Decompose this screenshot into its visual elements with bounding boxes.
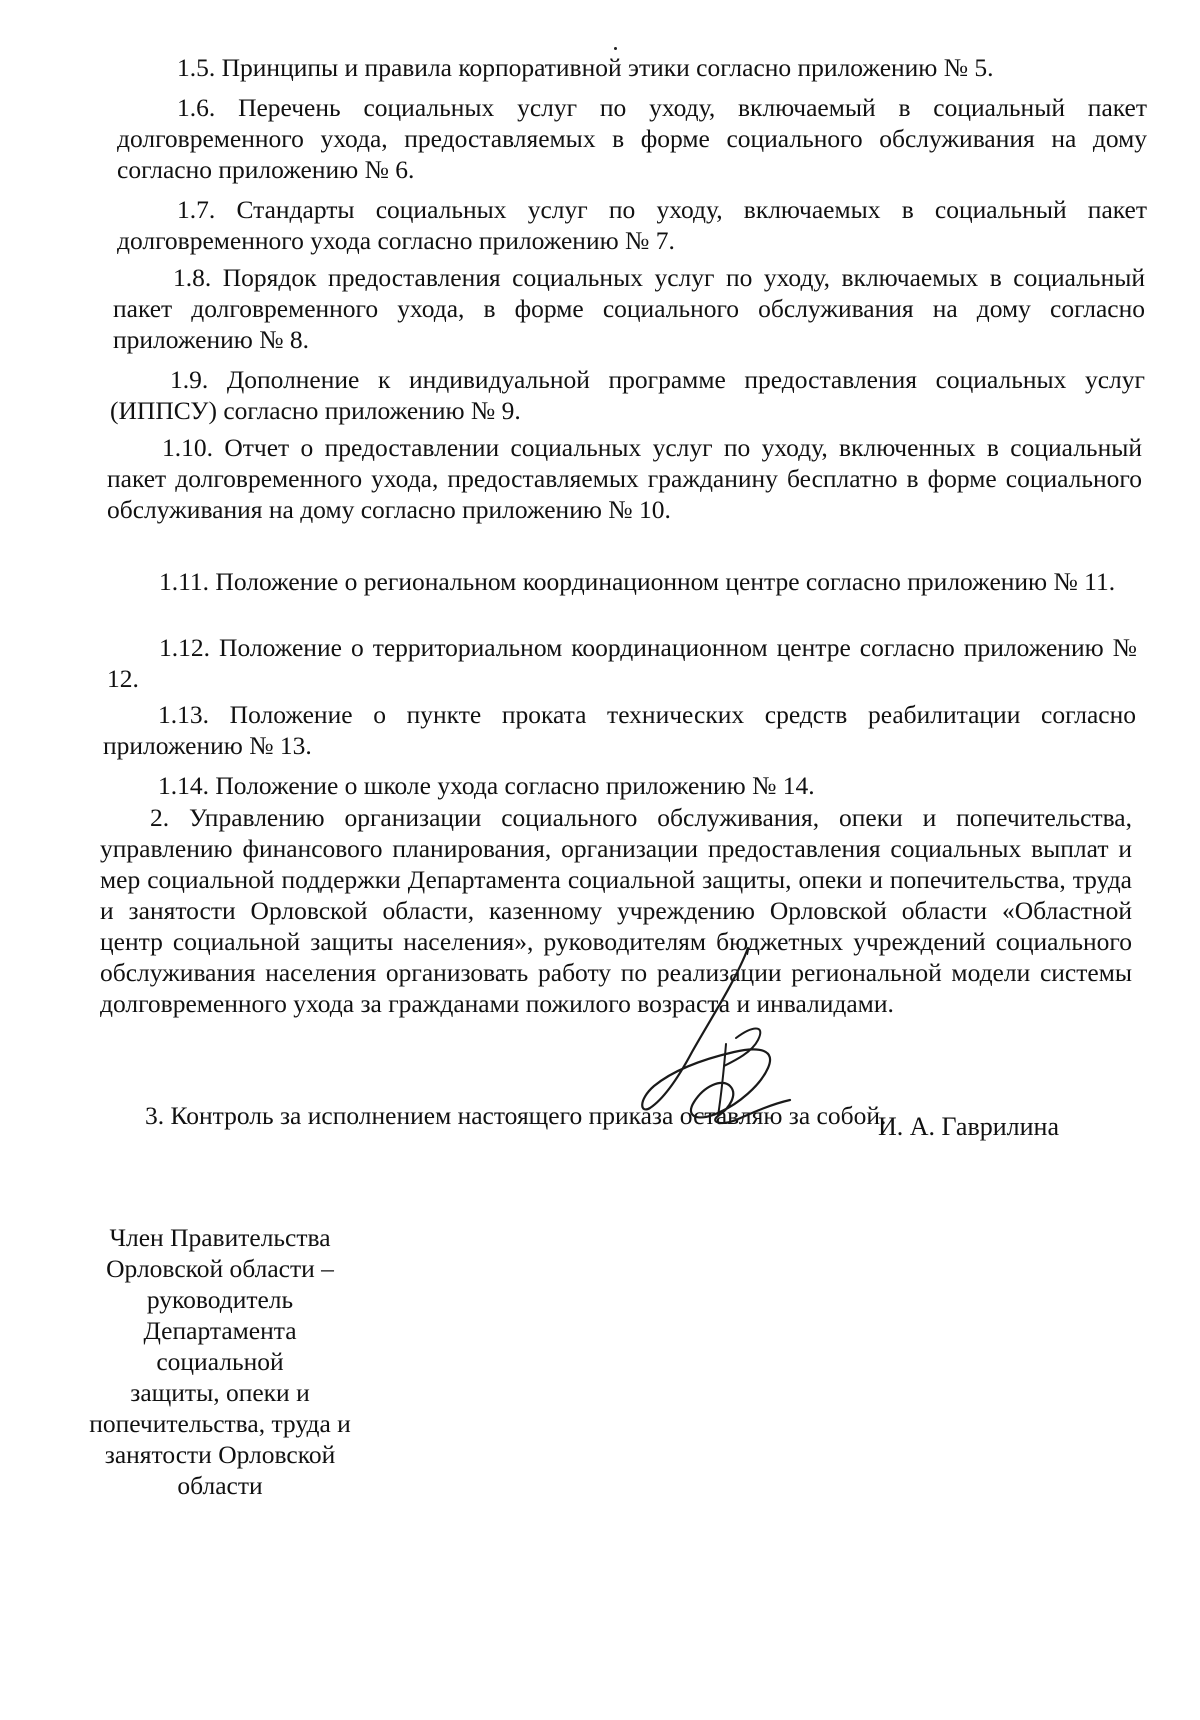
item-1-8: 1.8. Порядок предоставления социальных услуг по уходу, включаемых в социальный пакет долговременного ухода, в форме социального обслуживания на дому согласно приложению № 8. (113, 263, 1145, 354)
position-line: руководитель (146, 1285, 294, 1314)
position-line: Член Правительства (109, 1223, 331, 1252)
item-1-10: 1.10. Отчет о предоставлении социальных услуг по уходу, включенных в социальный пакет долговременного ухода, предоставляемых гражданину бесплатно в форме социального обслуживания на дому согласно приложению № 10. (107, 433, 1142, 524)
position-line: области (177, 1471, 263, 1500)
item-1-9: 1.9. Дополнение к индивидуальной программе предоставления социальных услуг (ИППСУ) согласно приложению № 9. (110, 365, 1145, 425)
item-1-11: 1.11. Положение о региональном координационном центре согласно приложению № 11. (159, 567, 1116, 596)
item-1-13: 1.13. Положение о пункте проката технических средств реабилитации согласно приложению № 13. (103, 700, 1136, 760)
item-1-5: 1.5. Принципы и правила корпоративной этики согласно приложению № 5. (177, 53, 994, 82)
signer-name: И. А. Гаврилина (878, 1112, 1060, 1141)
position-line: социальной (156, 1347, 284, 1376)
position-line: Департамента (143, 1316, 297, 1345)
position-line: занятости Орловской (104, 1440, 336, 1469)
position-line: защиты, опеки и (130, 1378, 310, 1407)
handwritten-signature (640, 940, 800, 1140)
signatory-position (60, 1222, 380, 1501)
item-2: 2. Управлению организации социального обслуживания, опеки и попечительства, управлению финансового планирования, организации предоставления социальных выплат и мер социальной поддержки Департамента социальной защиты, опеки и попечительства, труда и занятости Орловской области, казенному учреждению Орловской области «Областной центр социальной защиты населения», руководителям бюджетных учреждений социального обслуживания населения организовать работу по реализации региональной модели системы долговременного ухода за гражданами пожилого возраста и инвалидами. (100, 803, 1132, 1018)
item-1-7: 1.7. Стандарты социальных услуг по уходу, включаемых в социальный пакет долговременного ухода согласно приложению № 7. (117, 195, 1147, 255)
item-3: 3. Контроль за исполнением настоящего приказа оставляю за собой. (145, 1101, 887, 1130)
item-1-12: 1.12. Положение о территориальном координационном центре согласно приложению № 12. (107, 633, 1137, 693)
item-1-14: 1.14. Положение о школе ухода согласно приложению № 14. (158, 771, 815, 800)
scan-speck (614, 47, 617, 50)
item-1-6: 1.6. Перечень социальных услуг по уходу, включаемый в социальный пакет долговременного ухода, предоставляемых в форме социального обслуживания на дому согласно приложению № 6. (117, 93, 1147, 184)
position-line: Орловской области – (106, 1254, 334, 1283)
position-line: попечительства, труда и (89, 1409, 351, 1438)
